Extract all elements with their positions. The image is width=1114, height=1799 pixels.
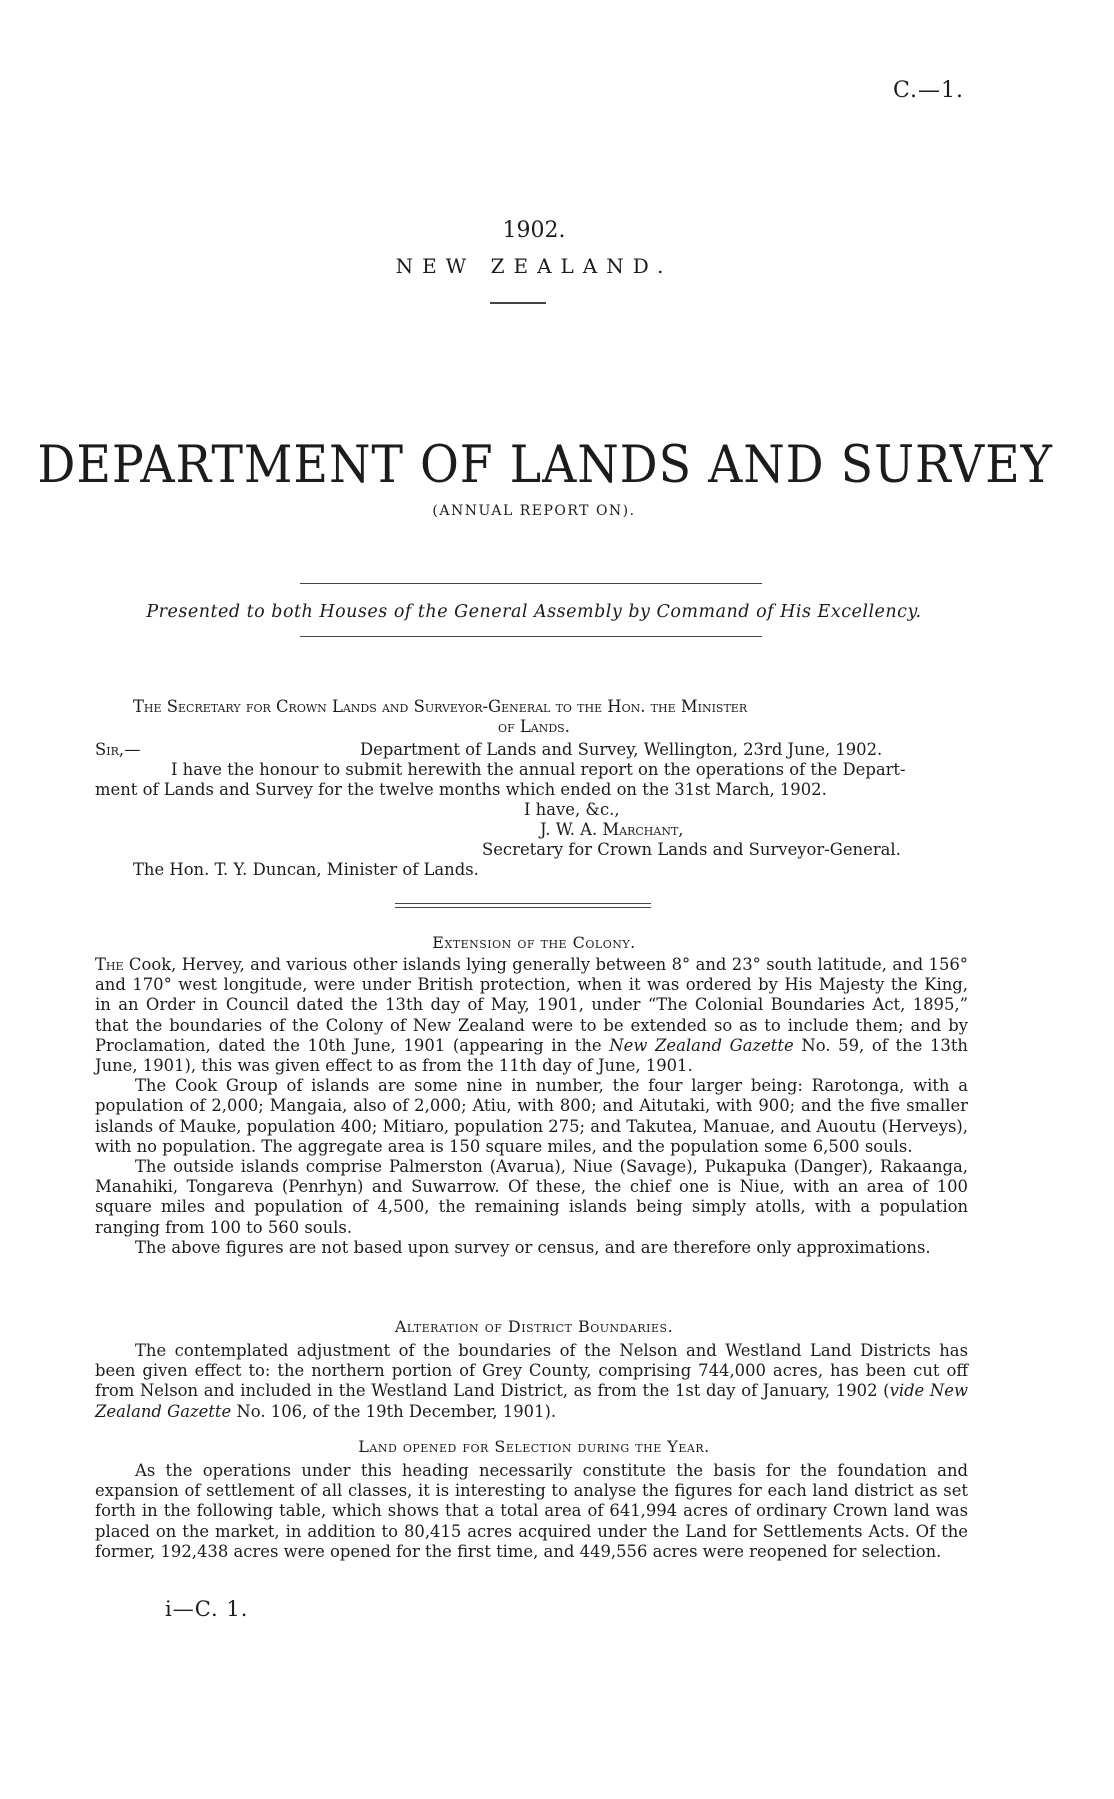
presentation-note: Presented to both Houses of the General Assembly by Command of His Excellency.	[146, 602, 922, 622]
signature-mark: i—C. 1.	[165, 1597, 249, 1621]
section-body-extension	[95, 955, 968, 1258]
divider-upper	[300, 583, 762, 584]
letter-recipient: The Hon. T. Y. Duncan, Minister of Lands.	[133, 860, 479, 879]
letter-closing: I have, &c.,	[524, 800, 620, 819]
extension-paragraph-2: The Cook Group of islands are some nine in number, the four larger being: Rarotonga, with a population of 2,000; Mangaia, also of 2,000; Atiu, with 800; and Aitutaki, with 900; and the five smaller islands of Mauke, population 400; Mitiaro, population 275; and Takutea, Manuae, and Auoutu (Herveys), with no population. The aggregate area is 150 square miles, and the population some 6,500 souls.	[95, 1076, 968, 1156]
letter-address-line2: of Lands.	[498, 717, 570, 736]
section-heading-alteration: Alteration of District Boundaries.	[394, 1317, 674, 1336]
page-subtitle: (ANNUAL REPORT ON).	[432, 503, 636, 519]
letter-address-line1: The Secretary for Crown Lands and Surveyor-General to the Hon. the Minister	[133, 697, 748, 716]
country-title: NEW ZEALAND.	[395, 254, 673, 278]
divider-short	[490, 302, 546, 304]
divider-section-top-second	[395, 907, 651, 908]
letter-location-date: Department of Lands and Survey, Wellington, 23rd June, 1902.	[360, 740, 883, 759]
letter-signatory-title: Secretary for Crown Lands and Surveyor-General.	[482, 840, 901, 859]
divider-section-top	[395, 903, 651, 904]
section-heading-land-opened: Land opened for Selection during the Year.	[358, 1437, 710, 1456]
letter-salutation: Sir,—	[95, 740, 141, 759]
section-body-alteration	[95, 1341, 968, 1422]
extension-paragraph-1: The Cook, Hervey, and various other islands lying generally between 8° and 23° south latitude, and 156° and 170° west longitude, were under British protection, when it was ordered by His Majesty the King, in an Order in Council dated the 13th day of May, 1901, under “The Colonial Boundaries Act, 1895,” that the boundaries of the Colony of New Zealand were to be extended so as to include them; and by Proclamation, dated the 10th June, 1901 (appearing in the New Zealand Gazette No. 59, of the 13th June, 1901), this was given effect to as from the 11th day of June, 1901.	[95, 955, 968, 1076]
divider-lower	[300, 636, 762, 637]
alteration-paragraph-1: The contemplated adjustment of the boundaries of the Nelson and Westland Land Districts has been given effect to: the northern portion of Grey County, comprising 744,000 acres, has been cut off from Nelson and included in the Westland Land District, as from the 1st day of January, 1902 (vide New Zealand Gazette No. 106, of the 19th December, 1901).	[95, 1341, 968, 1421]
section-body-land-opened	[95, 1461, 968, 1562]
letter-signatory: J. W. A. Marchant,	[540, 820, 684, 839]
extension-paragraph-4: The above figures are not based upon survey or census, and are therefore only approximations.	[135, 1237, 931, 1257]
paper-reference: C.—1.	[892, 78, 964, 103]
page-title: DEPARTMENT OF LANDS AND SURVEY	[37, 436, 1053, 495]
extension-paragraph-3: The outside islands comprise Palmerston (Avarua), Niue (Savage), Pukapuka (Danger), Rakaanga, Manahiki, Tongareva (Penrhyn) and Suwarrow. Of these, the chief one is Niue, with an area of 100 square miles and population of 4,500, the remaining islands being simply atolls, with a population ranging from 100 to 560 souls.	[95, 1157, 968, 1237]
section-heading-extension: Extension of the Colony.	[432, 933, 636, 952]
land-opened-paragraph-1: As the operations under this heading necessarily constitute the basis for the foundation and expansion of settlement of all classes, it is interesting to analyse the figures for each land district as set forth in the following table, which shows that a total area of 641,994 acres of ordinary Crown land was placed on the market, in addition to 80,415 acres acquired under the Land for Settlements Acts. Of the former, 192,438 acres were opened for the first time, and 449,556 acres were reopened for selection.	[95, 1461, 968, 1561]
letter-body-line2: ment of Lands and Survey for the twelve months which ended on the 31st March, 1902.	[95, 780, 827, 799]
report-year: 1902.	[502, 218, 566, 243]
letter-body-line1: I have the honour to submit herewith the annual report on the operations of the Depart-	[171, 760, 906, 779]
